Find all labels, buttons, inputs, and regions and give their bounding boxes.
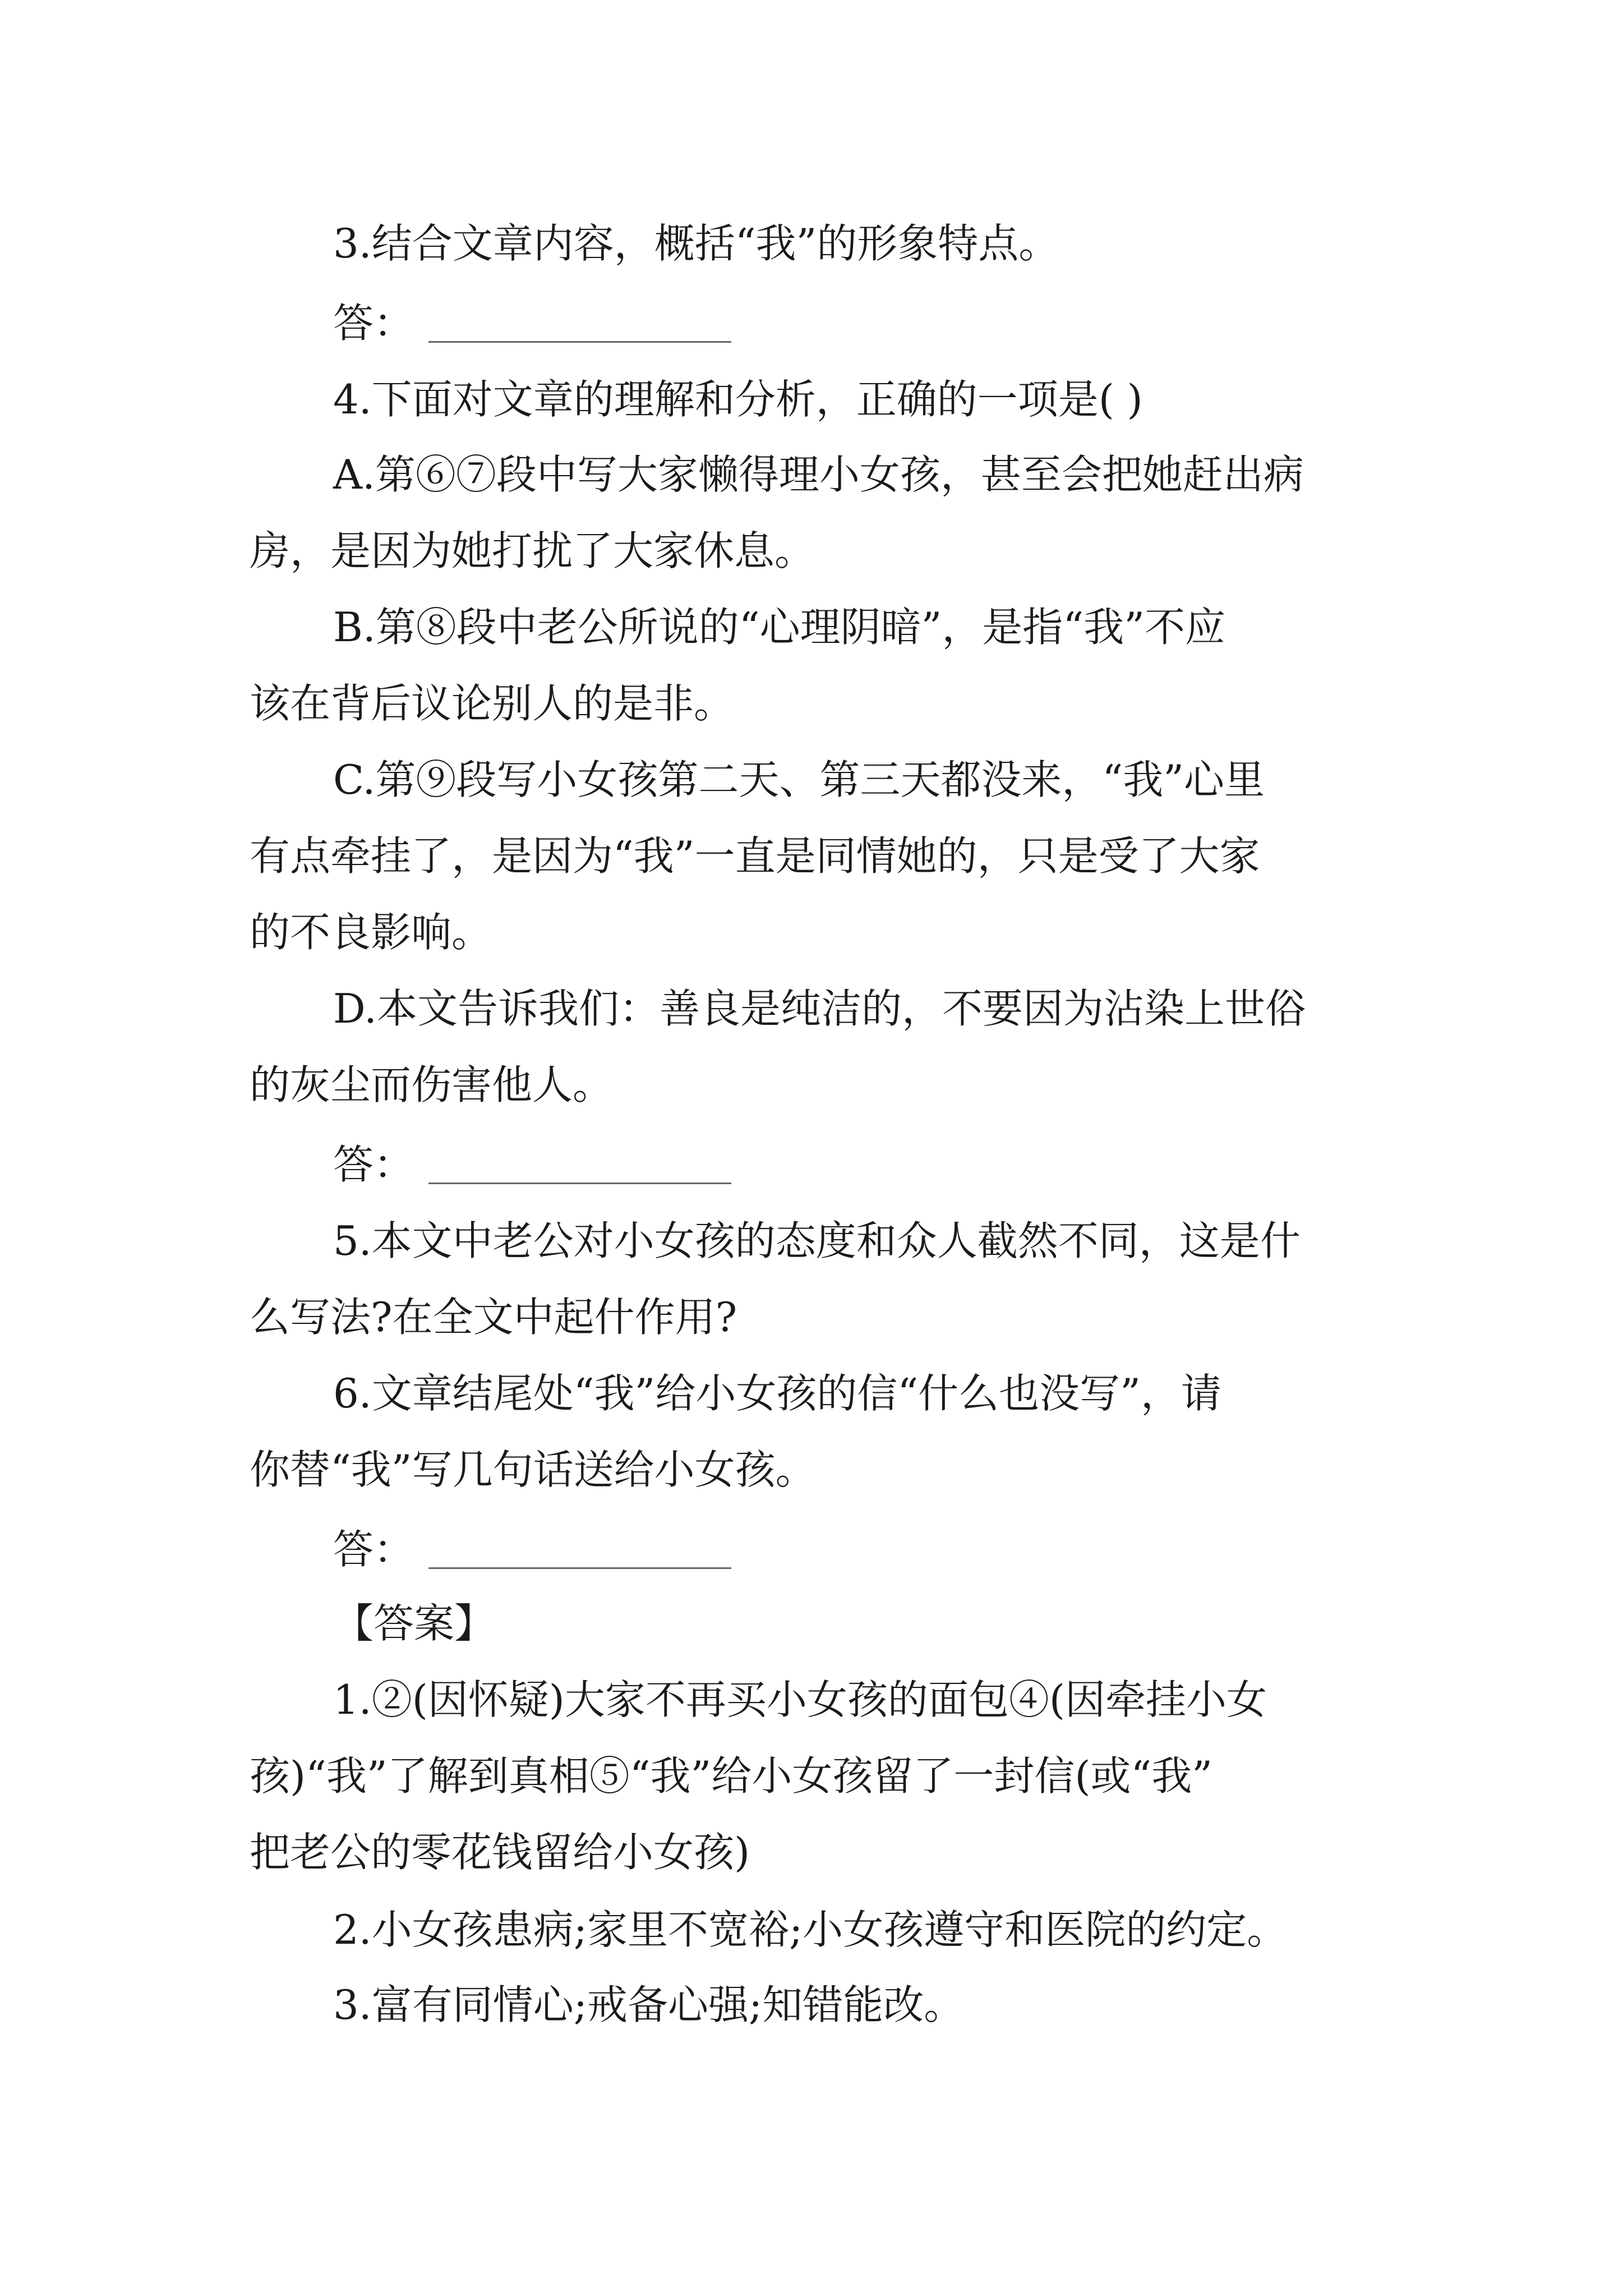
question-5-line-2: 么写法?在全文中起什作用?	[250, 1294, 737, 1341]
answer-1-line-2: 孩)“我”了解到真相⑤“我”给小女孩留了一封信(或“我”	[250, 1752, 1213, 1800]
question-6-line-2: 你替“我”写几句话送给小女孩。	[250, 1446, 816, 1493]
answer-1-line-1: 1.②(因怀疑)大家不再买小女孩的面包④(因牵挂小女	[333, 1676, 1267, 1723]
answer-1-line-3: 把老公的零花钱留给小女孩)	[250, 1829, 750, 1876]
answer-blank[interactable]	[428, 1567, 731, 1569]
answer-blank[interactable]	[428, 1182, 731, 1184]
answer-line-3	[333, 1522, 731, 1576]
answer-label: 答：	[333, 300, 414, 347]
question-4: 4.下面对文章的理解和分析，正确的一项是( )	[333, 376, 1143, 423]
answer-line-1	[333, 296, 731, 350]
answer-2: 2.小女孩患病;家里不宽裕;小女孩遵守和医院的约定。	[333, 1906, 1288, 1953]
answer-section-header: 【答案】	[333, 1600, 495, 1647]
question-3: 3.结合文章内容，概括“我”的形象特点。	[333, 220, 1059, 267]
answer-line-2	[333, 1138, 731, 1191]
option-a-line-1: A.第⑥⑦段中写大家懒得理小女孩，甚至会把她赶出病	[333, 451, 1304, 498]
answer-label: 答：	[333, 1526, 414, 1573]
answer-3: 3.富有同情心;戒备心强;知错能改。	[333, 1981, 965, 2028]
question-5-line-1: 5.本文中老公对小女孩的态度和众人截然不同，这是什	[333, 1217, 1301, 1264]
option-c-line-2: 有点牵挂了，是因为“我”一直是同情她的，只是受了大家	[250, 832, 1260, 880]
option-d-line-2: 的灰尘而伤害他人。	[250, 1061, 614, 1108]
option-d-line-1: D.本文告诉我们：善良是纯洁的，不要因为沾染上世俗	[333, 985, 1306, 1032]
option-c-line-3: 的不良影响。	[250, 909, 492, 956]
option-c-line-1: C.第⑨段写小女孩第二天、第三天都没来，“我”心里	[333, 756, 1265, 803]
answer-label: 答：	[333, 1141, 414, 1188]
question-6-line-1: 6.文章结尾处“我”给小女孩的信“什么也没写”，请	[333, 1370, 1221, 1417]
option-a-line-2: 房，是因为她打扰了大家休息。	[250, 527, 815, 574]
answer-blank[interactable]	[428, 341, 731, 343]
option-b-line-2: 该在背后议论别人的是非。	[250, 680, 735, 727]
option-b-line-1: B.第⑧段中老公所说的“心理阴暗”，是指“我”不应	[333, 604, 1226, 651]
